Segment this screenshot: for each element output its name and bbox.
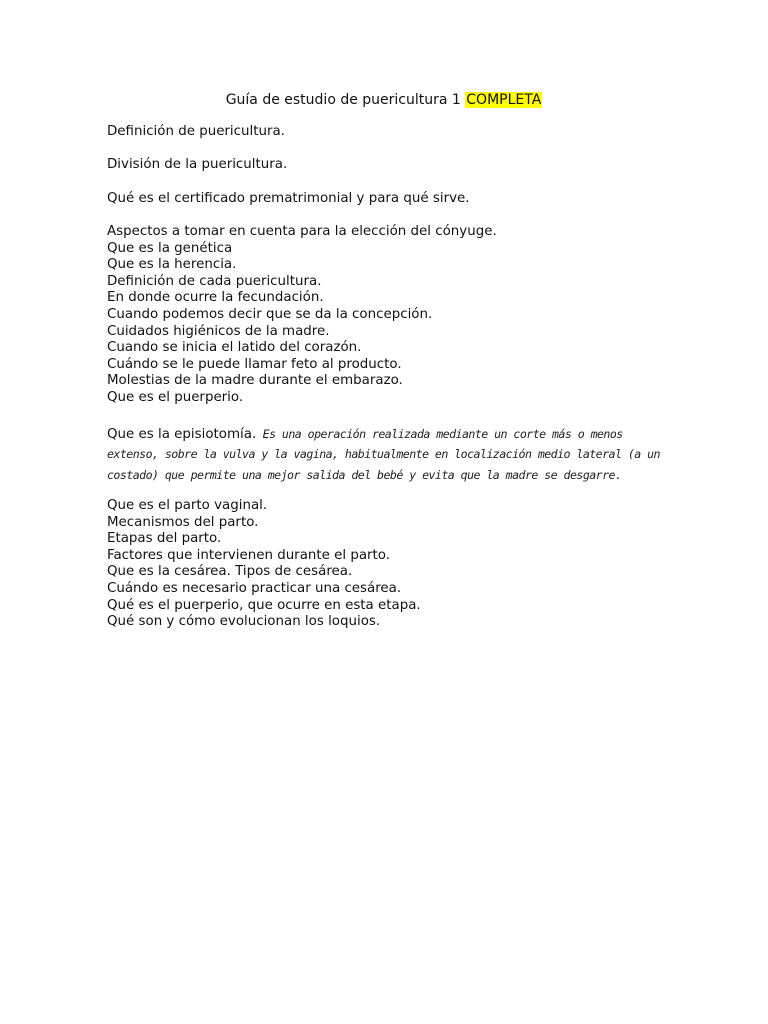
section-questions-list <box>107 224 687 407</box>
title-highlight: COMPLETA <box>466 92 542 108</box>
question-line: Cuidados higiénicos de la madre. <box>107 323 330 339</box>
question-line: Aspectos a tomar en cuenta para la elección del cónyuge. <box>107 224 497 239</box>
question-line: Definición de puericultura. <box>107 124 285 139</box>
question-line: Mecanismos del parto. <box>107 514 259 530</box>
question-line: Qué son y cómo evolucionan los loquios. <box>107 614 381 630</box>
question-line: Qué es el certificado prematrimonial y para qué sirve. <box>107 191 470 206</box>
question-line: Que es la genética <box>107 240 233 256</box>
question-line: Factores que intervienen durante el parto. <box>107 547 391 563</box>
episiotomy-answer-3: costado) que permite una mejor salida del bebé y evita que la madre se desgarre. <box>107 467 622 482</box>
question-line: Cuándo es necesario practicar una cesárea. <box>107 580 402 596</box>
section-parto-list <box>107 498 687 631</box>
episiotomy-question: Que es la episiotomía. <box>107 427 257 442</box>
question-line: En donde ocurre la fecundación. <box>107 290 324 306</box>
question-line: Que es la herencia. <box>107 257 237 273</box>
episiotomy-row-1 <box>107 424 667 444</box>
question-line: Que es el puerperio. <box>107 389 244 405</box>
section-definition <box>107 124 687 141</box>
question-line: Cuando podemos decir que se da la concepción. <box>107 306 433 322</box>
question-line: Cuándo se le puede llamar feto al producto. <box>107 356 402 372</box>
section-division <box>107 157 687 174</box>
question-line: Molestias de la madre durante el embarazo. <box>107 373 403 389</box>
section-certificate <box>107 191 687 208</box>
question-line: Definición de cada puericultura. <box>107 273 322 289</box>
question-line: Cuando se inicia el latido del corazón. <box>107 340 362 356</box>
title-text: Guía de estudio de puericultura 1 <box>225 92 466 108</box>
question-line: Que es el parto vaginal. <box>107 498 268 513</box>
question-line: Etapas del parto. <box>107 531 222 547</box>
question-line: Que es la cesárea. Tipos de cesárea. <box>107 564 353 580</box>
document-title <box>0 91 768 109</box>
section-episiotomy <box>107 424 667 485</box>
episiotomy-answer-1: Es una operación realizada mediante un corte más o menos <box>256 427 623 441</box>
question-line: División de la puericultura. <box>107 157 288 172</box>
question-line: Qué es el puerperio, que ocurre en esta etapa. <box>107 597 421 613</box>
episiotomy-answer-2: extenso, sobre la vulva y la vagina, habitualmente en localización medio lateral (a un <box>107 447 660 462</box>
